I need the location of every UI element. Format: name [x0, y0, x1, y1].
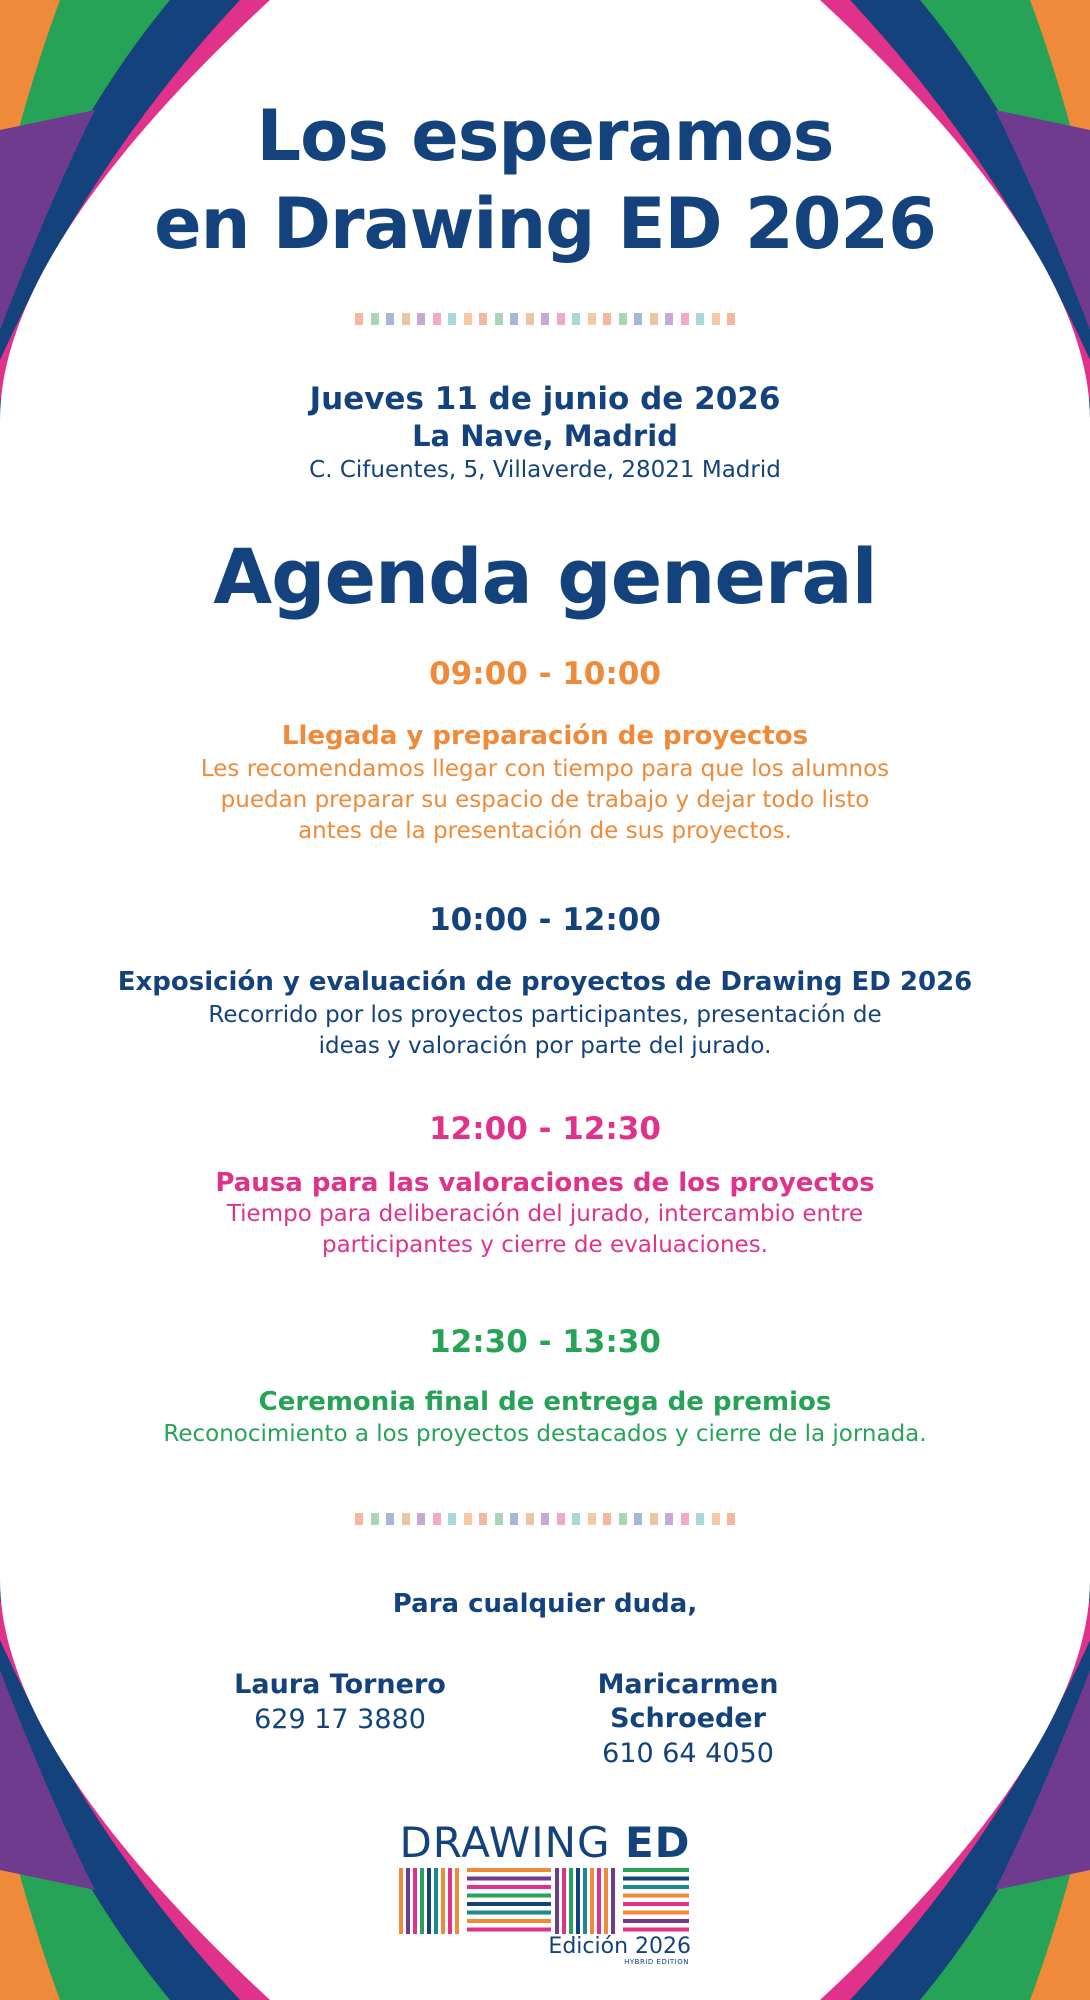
logo-stripe — [455, 1868, 459, 1934]
agenda-item-2-title: Exposición y evaluación de proyectos de Drawing ED 2026 — [117, 967, 973, 997]
logo-stripe — [604, 1868, 608, 1934]
divider-dot — [433, 1513, 441, 1525]
agenda-item-2-desc-line: Recorrido por los proyectos participantes, presentación de — [208, 1002, 882, 1028]
logo-stripe — [441, 1868, 445, 1934]
logo-stripe — [562, 1868, 566, 1934]
logo-stripe — [590, 1868, 594, 1934]
divider-dot — [495, 313, 503, 325]
divider-dot — [727, 1513, 735, 1525]
contact-person-2 — [518, 1668, 858, 1772]
divider-dot — [619, 313, 627, 325]
divider-dot — [634, 1513, 642, 1525]
logo-stripe — [623, 1868, 689, 1872]
logo-word-drawing: DRAWING — [399, 1818, 611, 1867]
agenda-item-3-time: 12:00 - 12:30 — [429, 1111, 661, 1147]
divider-dot — [603, 1513, 611, 1525]
divider-dot — [355, 1513, 363, 1525]
agenda-item-1-time: 09:00 - 10:00 — [429, 656, 661, 692]
logo-stripe — [623, 1919, 689, 1923]
logo-wordmark — [395, 1820, 695, 1866]
logo-stripe — [467, 1868, 551, 1872]
logo-stripe — [399, 1868, 403, 1934]
logo-stripe — [623, 1902, 689, 1906]
divider-dot — [696, 313, 704, 325]
logo-stripe — [406, 1868, 410, 1934]
divider-dot — [665, 313, 673, 325]
agenda-item-4-description — [0, 1419, 1090, 1450]
logo-stripe — [467, 1919, 551, 1923]
drawing-ed-logo — [395, 1820, 695, 1970]
divider-dot — [448, 1513, 456, 1525]
agenda-item-2-desc-line: ideas y valoración por parte del jurado. — [318, 1033, 772, 1059]
logo-stripe — [576, 1868, 580, 1934]
divider-dot — [479, 313, 487, 325]
divider-dot — [541, 1513, 549, 1525]
divider-dot — [417, 313, 425, 325]
logo-stripe — [623, 1894, 689, 1898]
logo-stripe — [623, 1911, 689, 1915]
divider-dot — [402, 1513, 410, 1525]
divider-dot — [402, 313, 410, 325]
divider-dot — [572, 313, 580, 325]
divider-dot — [588, 313, 596, 325]
logo-stripe — [467, 1911, 551, 1915]
logo-stripe — [583, 1868, 587, 1934]
dotted-divider-bottom — [355, 1513, 735, 1525]
divider-dot — [448, 313, 456, 325]
agenda-item-2-time: 10:00 - 12:00 — [429, 902, 661, 938]
divider-dot — [588, 1513, 596, 1525]
logo-stripe — [448, 1868, 452, 1934]
divider-dot — [371, 313, 379, 325]
agenda-item-1-desc-line: antes de la presentación de sus proyectos. — [298, 818, 792, 844]
divider-dot — [479, 1513, 487, 1525]
logo-stripe — [623, 1928, 689, 1932]
logo-stripe — [623, 1877, 689, 1881]
logo-stripe — [434, 1868, 438, 1934]
hero-title-line-1: Los esperamos — [256, 95, 834, 177]
divider-dot — [712, 1513, 720, 1525]
agenda-item-2-description — [0, 1000, 1090, 1062]
contact-name: Maricarmen Schroeder — [597, 1669, 779, 1734]
logo-stripe — [555, 1868, 559, 1934]
event-date: Jueves 11 de junio de 2026 — [309, 381, 781, 417]
divider-dot — [696, 1513, 704, 1525]
event-venue: La Nave, Madrid — [412, 419, 678, 453]
divider-dot — [541, 313, 549, 325]
divider-dot — [681, 313, 689, 325]
divider-dot — [464, 1513, 472, 1525]
divider-dot — [557, 1513, 565, 1525]
divider-dot — [572, 1513, 580, 1525]
agenda-item-4-time: 12:30 - 13:30 — [429, 1324, 661, 1360]
contact-phone[interactable]: 629 17 3880 — [254, 1704, 426, 1735]
divider-dot — [634, 313, 642, 325]
agenda-item-4-desc-line: Reconocimiento a los proyectos destacados y cierre de la jornada. — [163, 1421, 927, 1447]
contact-person-1 — [170, 1668, 510, 1738]
logo-stripe — [623, 1885, 689, 1889]
logo-stripe — [427, 1868, 431, 1934]
logo-stripe — [569, 1868, 573, 1934]
logo-stripe — [467, 1877, 551, 1881]
divider-dot — [557, 313, 565, 325]
agenda-item-1-title: Llegada y preparación de proyectos — [281, 721, 809, 751]
hero-title — [0, 92, 1090, 268]
divider-dot — [433, 313, 441, 325]
dotted-divider-top — [355, 313, 735, 325]
agenda-item-3-desc-line: Tiempo para deliberación del jurado, intercambio entre — [226, 1201, 864, 1227]
divider-dot — [650, 313, 658, 325]
divider-dot — [526, 1513, 534, 1525]
logo-stripe — [413, 1868, 417, 1934]
divider-dot — [371, 1513, 379, 1525]
hero-title-line-2: en Drawing ED 2026 — [154, 183, 936, 265]
divider-dot — [386, 1513, 394, 1525]
logo-stripe — [597, 1868, 601, 1934]
divider-dot — [510, 1513, 518, 1525]
logo-stripe — [611, 1868, 615, 1934]
logo-subtitle: HYBRID EDITION — [624, 1958, 689, 1966]
divider-dot — [417, 1513, 425, 1525]
logo-stripe — [420, 1868, 424, 1934]
divider-dot — [355, 313, 363, 325]
logo-stripe — [467, 1928, 551, 1932]
divider-dot — [712, 313, 720, 325]
divider-dot — [526, 313, 534, 325]
contact-heading: Para cualquier duda, — [392, 1589, 698, 1619]
divider-dot — [727, 313, 735, 325]
agenda-item-3-title: Pausa para las valoraciones de los proyectos — [215, 1168, 875, 1198]
agenda-item-1-desc-line: Les recomendamos llegar con tiempo para que los alumnos — [200, 756, 890, 782]
logo-stripe — [467, 1902, 551, 1906]
logo-edition: Edición 2026 — [548, 1934, 691, 1959]
contact-phone[interactable]: 610 64 4050 — [602, 1738, 774, 1769]
agenda-item-3-description — [0, 1199, 1090, 1261]
contact-name: Laura Tornero — [234, 1669, 446, 1700]
divider-dot — [464, 313, 472, 325]
agenda-item-1-description — [0, 754, 1090, 847]
logo-stripe — [467, 1885, 551, 1889]
event-address: C. Cifuentes, 5, Villaverde, 28021 Madrid — [309, 457, 781, 483]
agenda-item-3-desc-line: participantes y cierre de evaluaciones. — [321, 1232, 768, 1258]
logo-stripes-graphic — [399, 1868, 691, 1936]
divider-dot — [495, 1513, 503, 1525]
agenda-title: Agenda general — [213, 532, 877, 621]
divider-dot — [665, 1513, 673, 1525]
divider-dot — [681, 1513, 689, 1525]
agenda-item-1-desc-line: puedan preparar su espacio de trabajo y dejar todo listo — [220, 787, 870, 813]
agenda-item-4-title: Ceremonia final de entrega de premios — [258, 1387, 832, 1417]
divider-dot — [603, 313, 611, 325]
logo-word-ed: ED — [624, 1818, 691, 1867]
divider-dot — [386, 313, 394, 325]
divider-dot — [619, 1513, 627, 1525]
divider-dot — [650, 1513, 658, 1525]
divider-dot — [510, 313, 518, 325]
logo-stripe — [467, 1894, 551, 1898]
